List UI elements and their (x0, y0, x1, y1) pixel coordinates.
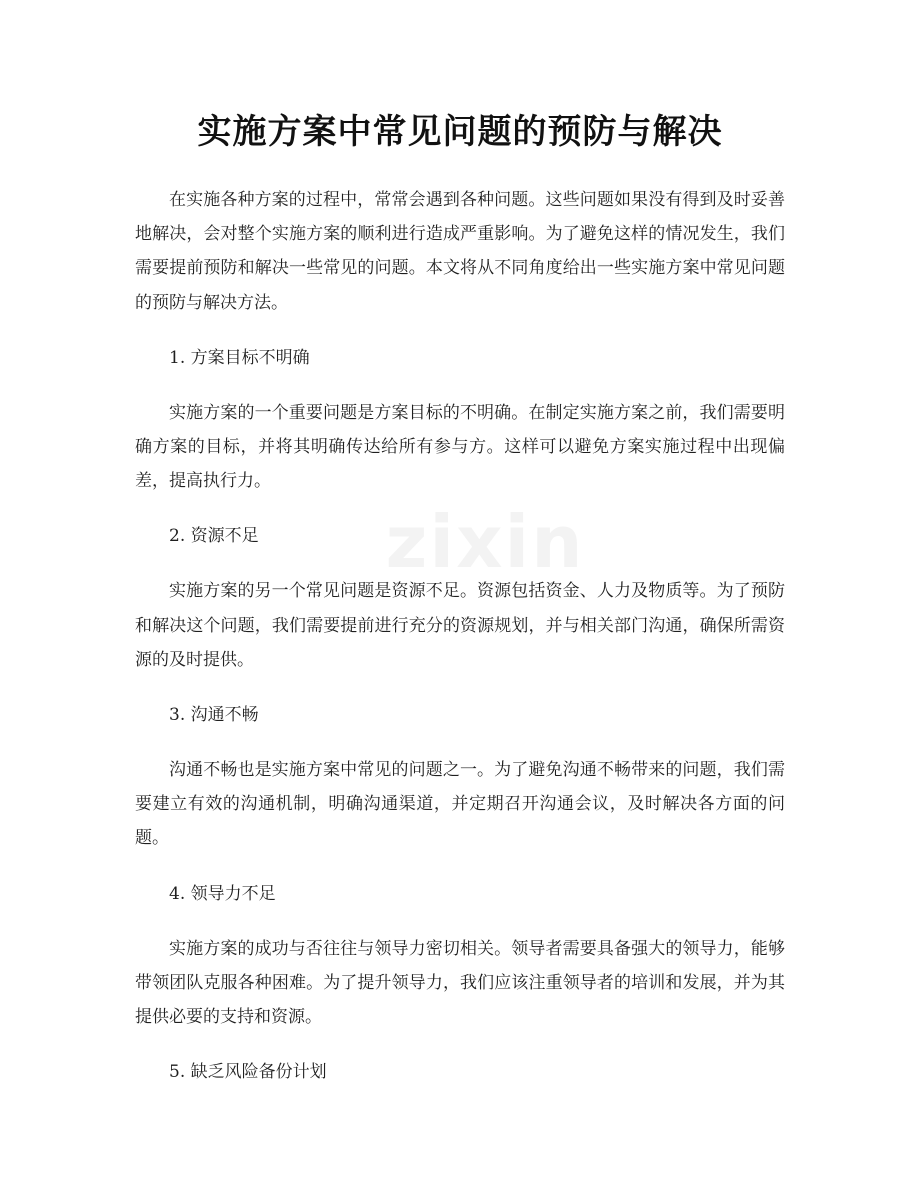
section-heading-3: 3. 沟通不畅 (169, 705, 259, 726)
section-heading-1: 1. 方案目标不明确 (169, 347, 310, 368)
section-text-4: 实施方案的成功与否往往与领导力密切相关。领导者需要具备强大的领导力，能够带领团队克服各种困难。为了提升领导力，我们应该注重领导者的培训和发展，并为其提供必要的支持和资源。 (135, 938, 785, 1028)
section-text-3: 沟通不畅也是实施方案中常见的问题之一。为了避免沟通不畅带来的问题，我们需要建立有效的沟通机制，明确沟通渠道，并定期召开沟通会议，及时解决各方面的问题。 (135, 760, 785, 849)
section-text-2: 实施方案的另一个常见问题是资源不足。资源包括资金、人力及物质等。为了预防和解决这个问题，我们需要提前进行充分的资源规划，并与相关部门沟通，确保所需资源的及时提供。 (135, 581, 785, 670)
watermark-logo: zixin (385, 500, 585, 584)
document-title: 实施方案中常见问题的预防与解决 (197, 112, 723, 152)
document-body (135, 183, 785, 1089)
section-heading-2: 2. 资源不足 (169, 526, 259, 547)
section-text-1: 实施方案的一个重要问题是方案目标的不明确。在制定实施方案之前，我们需要明确方案的目标，并将其明确传达给所有参与方。这样可以避免方案实施过程中出现偏差，提高执行力。 (135, 402, 785, 492)
section-heading-4: 4. 领导力不足 (169, 883, 276, 904)
section-heading-5: 5. 缺乏风险备份计划 (169, 1062, 327, 1083)
intro-paragraph: 在实施各种方案的过程中，常常会遇到各种问题。这些问题如果没有得到及时妥善地解决，会对整个实施方案的顺利进行造成严重影响。为了避免这样的情况发生，我们需要提前预防和解决一些常见的问题。本文将从不同角度给出一些实施方案中常见问题的预防与解决方法。 (135, 190, 785, 313)
